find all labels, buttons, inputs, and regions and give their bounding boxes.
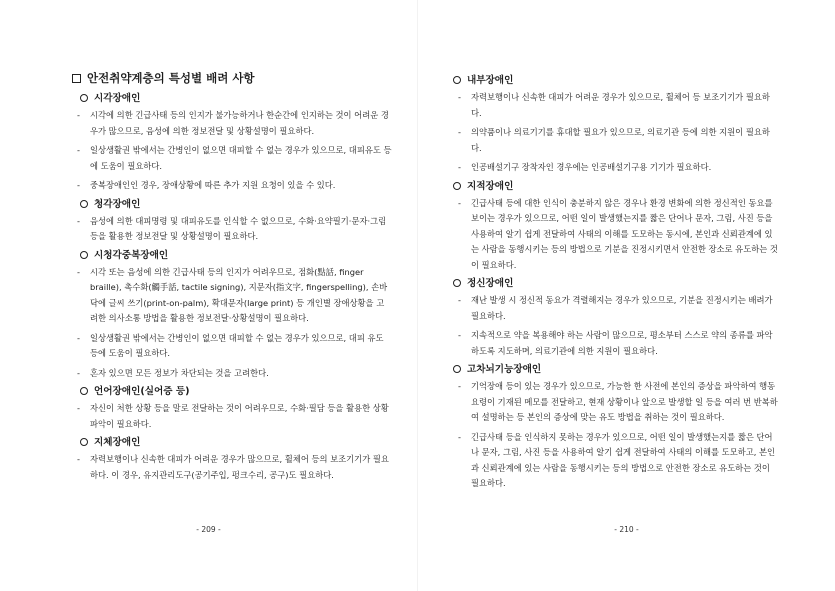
list-item: - 긴급사태 등에 대한 인식이 충분하지 않은 경우나 환경 변화에 의한 정신적인 동요를 보이는 경우가 있으므로, 어떤 일이 발생했는지를 짧은 단어나 문자, 그림, 사진 등을 사용하여 알기 쉽게 전달하여 사태의 이해를 도모하는 동시에, 본인과 신뢰관계에 있는 사람을 동행시키는 등의 방법으로 기분을 진정시키면서 안전한 장소로 유도하는 것이 필요하다. bbox=[458, 197, 778, 270]
circle-bullet-icon bbox=[453, 182, 461, 190]
circle-bullet-icon bbox=[80, 94, 88, 102]
list-item: - 자력보행이나 신속한 대피가 어려운 경우가 있으므로, 휠체어 등 보조기기가 필요하다. bbox=[458, 92, 770, 118]
dash-bullet: - bbox=[77, 454, 80, 464]
dash-bullet: - bbox=[77, 180, 80, 190]
dash-bullet: - bbox=[77, 332, 80, 343]
left-column bbox=[72, 70, 392, 487]
dash-bullet: - bbox=[458, 381, 461, 391]
dash-bullet: - bbox=[77, 367, 80, 378]
dash-bullet: - bbox=[77, 145, 80, 155]
section-heading: 지체장애인 bbox=[80, 436, 392, 450]
dash-bullet: - bbox=[458, 197, 461, 208]
dash-bullet: - bbox=[458, 127, 461, 137]
list-item: - 지속적으로 약을 복용해야 하는 사람이 많으므로, 평소부터 스스로 약의 종류를 파악하도록 지도하며, 의료기관에 의한 지원이 필요하다. bbox=[458, 330, 773, 356]
list-item: - 인공배설기구 장착자인 경우에는 인공배설기구용 기기가 필요하다. bbox=[453, 160, 778, 176]
page-209 bbox=[0, 0, 417, 591]
page-number: - 209 - bbox=[196, 525, 221, 534]
list-item: - 음성에 의한 대피명령 및 대피유도를 인식할 수 없으므로, 수화·요약필기·문자·그림 등을 활용한 정보전달 및 상황설명이 필요하다. bbox=[77, 215, 387, 241]
dash-bullet: - bbox=[77, 403, 80, 413]
section-heading: 청각장애인 bbox=[80, 198, 392, 212]
list-item: - 중복장애인인 경우, 장애상황에 따른 추가 지원 요청이 있을 수 있다. bbox=[72, 178, 392, 194]
section-heading: 시각장애인 bbox=[80, 92, 392, 106]
list-item: - 시각 또는 음성에 의한 긴급사태 등의 인지가 어려우므로, 점화(點話, finger braille), 촉수화(觸手話, tactile signing), 지문자(指文字, fingerspelling), 손바닥에 글씨 쓰기(print-on-palm), 확대문자(large print) 등 개인별 장애상황을 고려한 의사소통 방법을 활용한 정보전달·상황설명이 필요하다. bbox=[77, 266, 388, 323]
list-item: - 자신이 처한 상황 등을 말로 전달하는 것이 어려우므로, 수화·필담 등을 활용한 상황 파악이 필요하다. bbox=[77, 403, 389, 429]
dash-bullet: - bbox=[458, 162, 461, 172]
section-heading: 지적장애인 bbox=[453, 180, 778, 194]
dash-bullet: - bbox=[77, 266, 80, 277]
page-210 bbox=[418, 0, 835, 591]
list-item: - 의약품이나 의료기기를 휴대할 필요가 있으므로, 의료기관 등에 의한 지원이 필요하다. bbox=[458, 127, 770, 153]
circle-bullet-icon bbox=[453, 279, 461, 287]
section-heading: 정신장애인 bbox=[453, 277, 778, 291]
list-item: - 자력보행이나 신속한 대피가 어려운 경우가 많으므로, 휠체어 등의 보조기기가 필요하다. 이 경우, 유지관리도구(공기주입, 펑크수리, 공구)도 필요하다. bbox=[77, 454, 389, 480]
section-heading: 언어장애인(실어증 등) bbox=[80, 385, 392, 399]
list-item: - 시각에 의한 긴급사태 등의 인지가 불가능하거나 한순간에 인지하는 것이 어려운 경우가 많으므로, 음성에 의한 정보전달 및 상황설명이 필요하다. bbox=[77, 110, 389, 136]
circle-bullet-icon bbox=[80, 387, 88, 395]
right-column bbox=[453, 70, 778, 496]
circle-bullet-icon bbox=[80, 200, 88, 208]
list-item: - 혼자 있으면 모든 정보가 차단되는 것을 고려한다. bbox=[72, 366, 392, 382]
circle-bullet-icon bbox=[80, 438, 88, 446]
circle-bullet-icon bbox=[453, 365, 461, 373]
page-number: - 210 - bbox=[614, 525, 639, 534]
list-item: - 재난 발생 시 정신적 동요가 격렬해지는 경우가 있으므로, 기분을 진정시키는 배려가 필요하다. bbox=[458, 295, 773, 321]
circle-bullet-icon bbox=[453, 76, 461, 84]
circle-bullet-icon bbox=[80, 251, 88, 259]
list-item: - 일상생활권 밖에서는 간병인이 없으면 대피할 수 없는 경우가 있으므로, 대피유도 등에 도움이 필요하다. bbox=[77, 145, 392, 171]
square-bullet-icon bbox=[72, 74, 81, 83]
section-heading: 내부장애인 bbox=[453, 74, 778, 88]
section-heading: 고차뇌기능장애인 bbox=[453, 363, 778, 377]
dash-bullet: - bbox=[458, 330, 461, 340]
dash-bullet: - bbox=[458, 431, 461, 442]
dash-bullet: - bbox=[458, 92, 461, 102]
dash-bullet: - bbox=[77, 110, 80, 120]
list-item: - 기억장애 등이 있는 경우가 있으므로, 가능한 한 사전에 본인의 증상을 파악하여 행동요령이 기재된 메모를 전달하고, 현재 상황이나 앞으로 발생할 일 등을 여러 번 반복하여 설명하는 등 본인의 증상에 맞는 유도 방법을 취하는 것이 필요하다. bbox=[458, 381, 778, 422]
dash-bullet: - bbox=[458, 295, 461, 305]
list-item: - 긴급사태 등을 인식하지 못하는 경우가 있으므로, 어떤 일이 발생했는지를 짧은 단어나 문자, 그림, 사진 등을 사용하여 알기 쉽게 전달하여 사태의 이해를 도모하고, 본인과 신뢰관계에 있는 사람을 동행시키는 등의 방법으로 안전한 장소로 유도하는 것이 필요하다. bbox=[458, 431, 776, 488]
dash-bullet: - bbox=[77, 215, 80, 226]
document-title: 안전취약계층의 특성별 배려 사항 bbox=[72, 70, 392, 86]
section-heading: 시청각중복장애인 bbox=[80, 249, 392, 263]
list-item: - 일상생활권 밖에서는 간병인이 없으면 대피할 수 없는 경우가 있으므로, 대피 유도 등에 도움이 필요하다. bbox=[77, 332, 384, 358]
